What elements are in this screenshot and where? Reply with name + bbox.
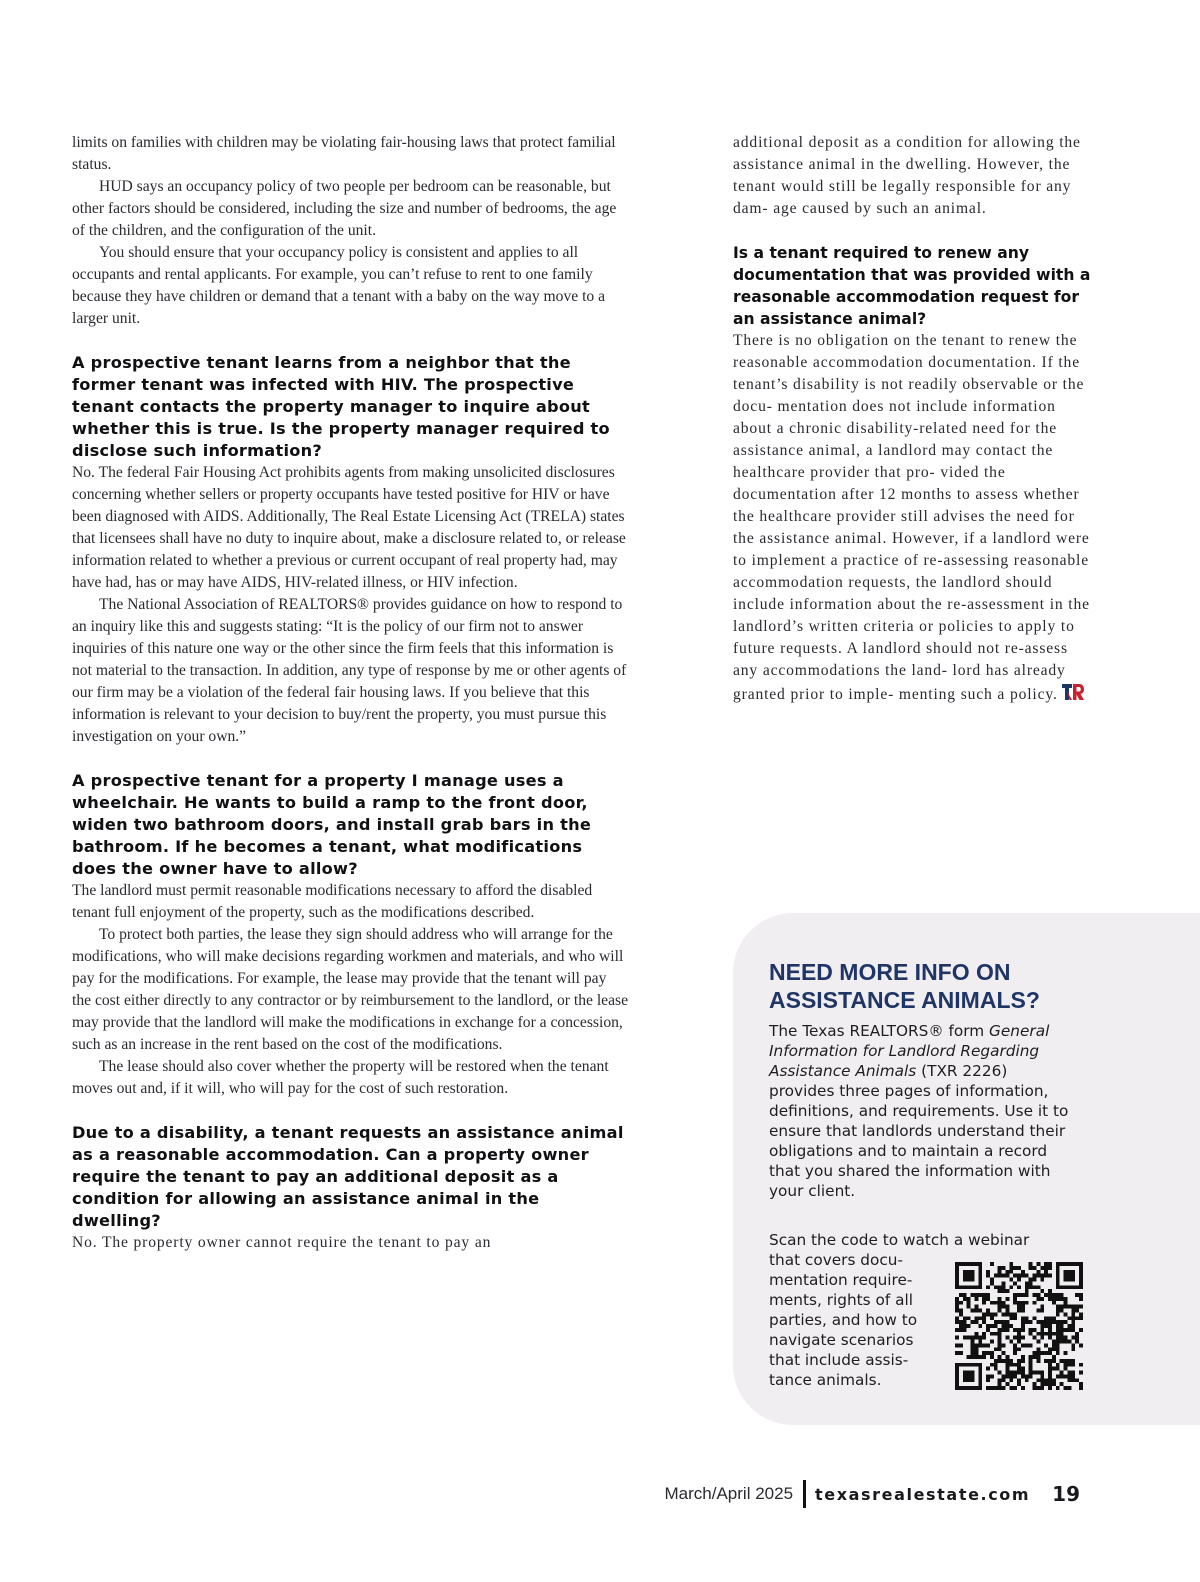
answer-paragraph — [733, 330, 1093, 706]
issue-date: March/April 2025 — [664, 1484, 794, 1503]
body-paragraph: You should ensure that your occupancy policy is consistent and applies to all occupants and rental applicants. For example, you can’t refuse to rent to one family because they have children or demand that a tenant with a baby on the way move to a larger unit. — [72, 244, 606, 327]
body-paragraph: limits on families with children may be violating fair-housing laws that protect familial status. — [72, 134, 616, 173]
answer-paragraph: The National Association of REALTORS® provides guidance on how to respond to an inquiry like this and suggests stating: “It is the policy of our firm not to answer inquiries of this nature one way or the other since the firm feels that this information is not material to the transaction. In addition, any type of response by me or other agents of our firm may be a violation of the federal fair housing laws. If you believe that this information is relevant to your decision to buy/rent the property, you must pursue this investigation on your own.” — [72, 596, 627, 745]
answer-paragraph: To protect both parties, the lease they sign should address who will arrange for the modifications, who will make decisions regarding workmen and materials, and who will pay for the modifications. For example, the lease may provide that the tenant will pay the cost either directly to any contractor or by reimbursement to the landlord, or the lease may provide that the landlord will make the modifications in exchange for a concession, such as an increase in the rent based on the cost of the modifications. — [72, 926, 628, 1053]
website-url: texasrealestate.com — [815, 1484, 1031, 1504]
answer-paragraph: No. The federal Fair Housing Act prohibits agents from making unsolicited disclosures concerning whether sellers or property occupants have tested positive for HIV or have been diagnosed with AIDS. Additionally, The Real Estate Licensing Act (TRELA) states that licensees shall have no duty to inquire about, make a disclosure related to, or release information related to whether a previous or current occupant of real property had, may have had, has or may have AIDS, HIV-related illness, or HIV infection. — [72, 464, 626, 591]
answer-paragraph: The lease should also cover whether the property will be restored when the tenant moves out and, if it will, who will pay for the cost of such restoration. — [72, 1058, 609, 1097]
question-heading: A prospective tenant learns from a neighbor that the former tenant was infected with HIV. The prospective tenant contacts the property manager to inquire about whether this is true. Is the property manager required to disclose such information? — [72, 353, 610, 460]
right-column — [733, 132, 1093, 706]
info-box-text — [769, 1021, 1069, 1201]
body-paragraph: HUD says an occupancy policy of two people per bedroom can be reasonable, but other factors should be considered, including the size and number of bedrooms, the age of the children, and the configuration of the unit. — [72, 178, 617, 239]
left-column — [72, 132, 628, 1254]
page-footer — [665, 1480, 1080, 1508]
qr-code-icon[interactable] — [955, 1262, 1083, 1390]
page-number: 19 — [1052, 1482, 1080, 1506]
answer-paragraph: No. The property owner cannot require the tenant to pay an — [72, 1234, 492, 1251]
answer-paragraph: additional deposit as a condition for allowing the assistance animal in the dwelling. However, the tenant would still be legally responsible for any dam- age caused by such an animal. — [733, 134, 1081, 217]
info-text-start: The Texas REALTORS® form — [769, 1022, 990, 1040]
question-heading: A prospective tenant for a property I manage uses a wheelchair. He wants to build a ramp to the front door, widen two bathroom doors, and install grab bars in the bathroom. If he becomes a tenant, what modifications does the owner have to allow? — [72, 771, 592, 878]
footer-divider — [803, 1480, 806, 1508]
scan-description: that covers docu- mentation require- ments, rights of all parties, and how to navigate scenarios that include assis- tance animals. — [769, 1251, 918, 1389]
texas-realtors-logo-icon — [1061, 682, 1085, 702]
answer-text: There is no obligation on the tenant to renew the reasonable accommodation documentation. If the tenant’s disability is not readily observable or the docu- mentation does not include information about a chronic disability-related need for the assistance animal, a landlord may contact the healthcare provider that pro- vided the documentation after 12 months to assess whether the healthcare provider still advises the need for the assistance animal. However, if a landlord were to implement a practice of re-assessing reasonable accommodation requests, the landlord should include information about the re-assessment in the landlord’s written criteria or policies to apply to future requests. A landlord should not re-assess any accommodations the land- lord has already granted prior to imple- menting such a policy. — [733, 332, 1090, 703]
info-box-title: NEED MORE INFO ON ASSISTANCE ANIMALS? — [769, 959, 1040, 1013]
form-name: General Information for Landlord Regarding Assistance Animals — [769, 1022, 1050, 1080]
info-text-end: (TXR 2226) provides three pages of information, definitions, and requirements. Use it to ensure that landlords understand their obligations and to maintain a record that you shared the information with your client. — [769, 1062, 1069, 1200]
answer-paragraph: The landlord must permit reasonable modifications necessary to afford the disabled tenant full enjoyment of the property, such as the modifications described. — [72, 882, 593, 921]
question-heading: Is a tenant required to renew any documentation that was provided with a reasonable accommodation request for an assistance animal? — [733, 244, 1091, 328]
scan-instruction: Scan the code to watch a webinar — [769, 1231, 1030, 1249]
question-heading: Due to a disability, a tenant requests an assistance animal as a reasonable accommodation. Can a property owner require the tenant to pay an additional deposit as a condition for allowing an assistance animal in the dwelling? — [72, 1123, 624, 1230]
